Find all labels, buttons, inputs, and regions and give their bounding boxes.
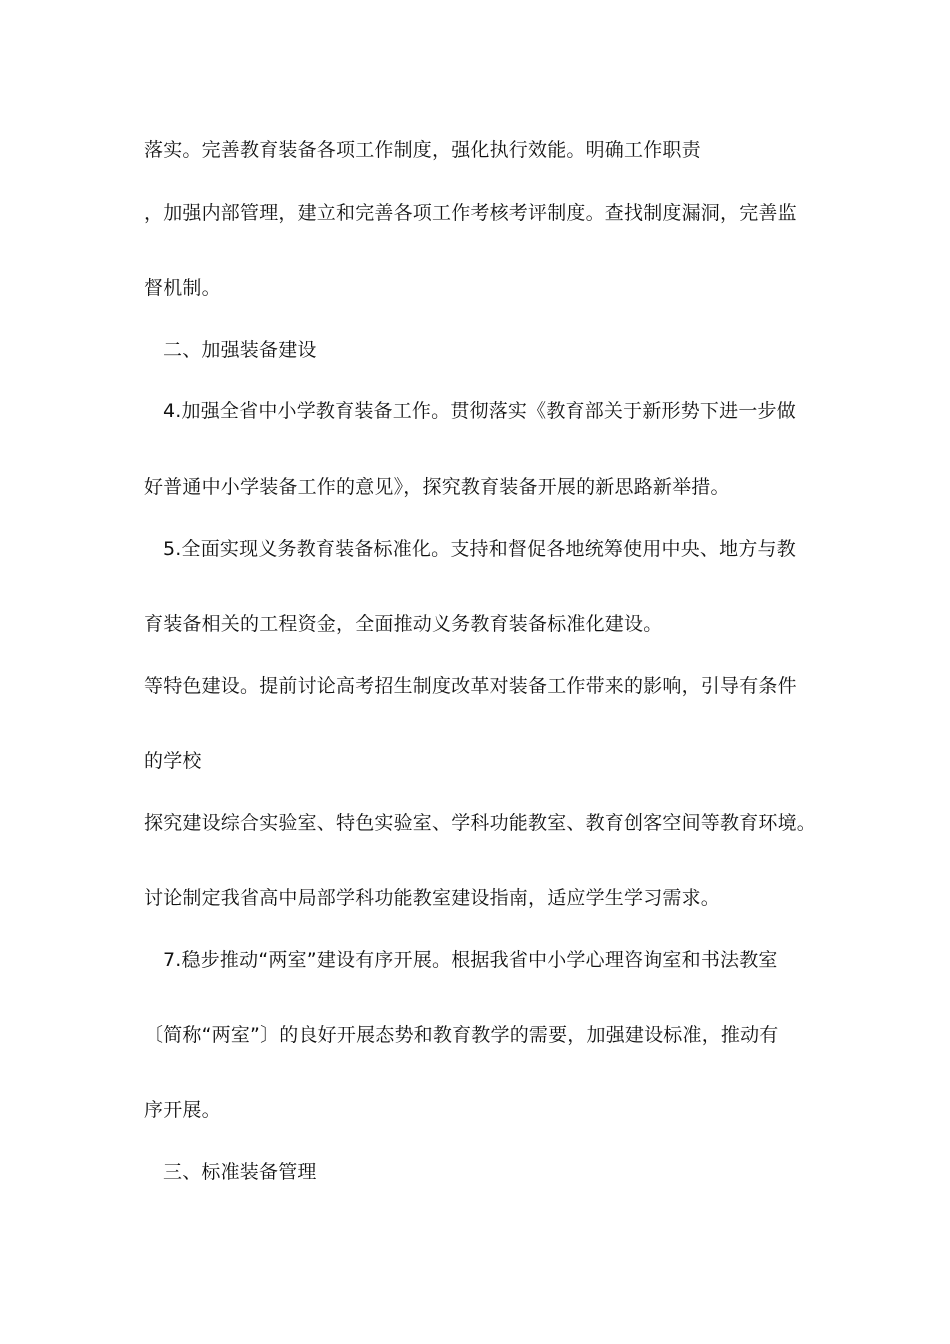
paragraph-line-2: ，加强内部管理，建立和完善各项工作考核考评制度。查找制度漏洞，完善监 xyxy=(144,202,797,224)
item-7-line-3: 序开展。 xyxy=(144,1099,221,1121)
item-7-line-2: 〔简称“两室”〕的良好开展态势和教育教学的需要，加强建设标准，推动有 xyxy=(144,1024,779,1046)
section-heading-3: 三、标准装备管理 xyxy=(163,1161,317,1183)
paragraph-line-1: 落实。完善教育装备各项工作制度，强化执行效能。明确工作职责 xyxy=(144,139,701,161)
item-5-line-1: 5.全面实现义务教育装备标准化。支持和督促各地统筹使用中央、地方与教 xyxy=(163,538,796,560)
section-heading-2: 二、加强装备建设 xyxy=(163,339,317,361)
paragraph-line-11: 探究建设综合实验室、特色实验室、学科功能教室、教育创客空间等教育环境。 xyxy=(144,812,817,834)
item-4-line-2: 好普通中小学装备工作的意见》，探究教育装备开展的新思路新举措。 xyxy=(144,476,730,498)
item-7-line-1: 7.稳步推动“两室”建设有序开展。根据我省中小学心理咨询室和书法教室 xyxy=(163,949,778,971)
paragraph-line-9: 等特色建设。提前讨论高考招生制度改革对装备工作带来的影响，引导有条件 xyxy=(144,675,797,697)
paragraph-line-3: 督机制。 xyxy=(144,277,221,299)
paragraph-line-10: 的学校 xyxy=(144,750,202,772)
item-4-line-1: 4.加强全省中小学教育装备工作。贯彻落实《教育部关于新形势下进一步做 xyxy=(163,400,796,422)
paragraph-line-12: 讨论制定我省高中局部学科功能教室建设指南，适应学生学习需求。 xyxy=(144,887,721,909)
item-5-line-2: 育装备相关的工程资金，全面推动义务教育装备标准化建设。 xyxy=(144,613,663,635)
